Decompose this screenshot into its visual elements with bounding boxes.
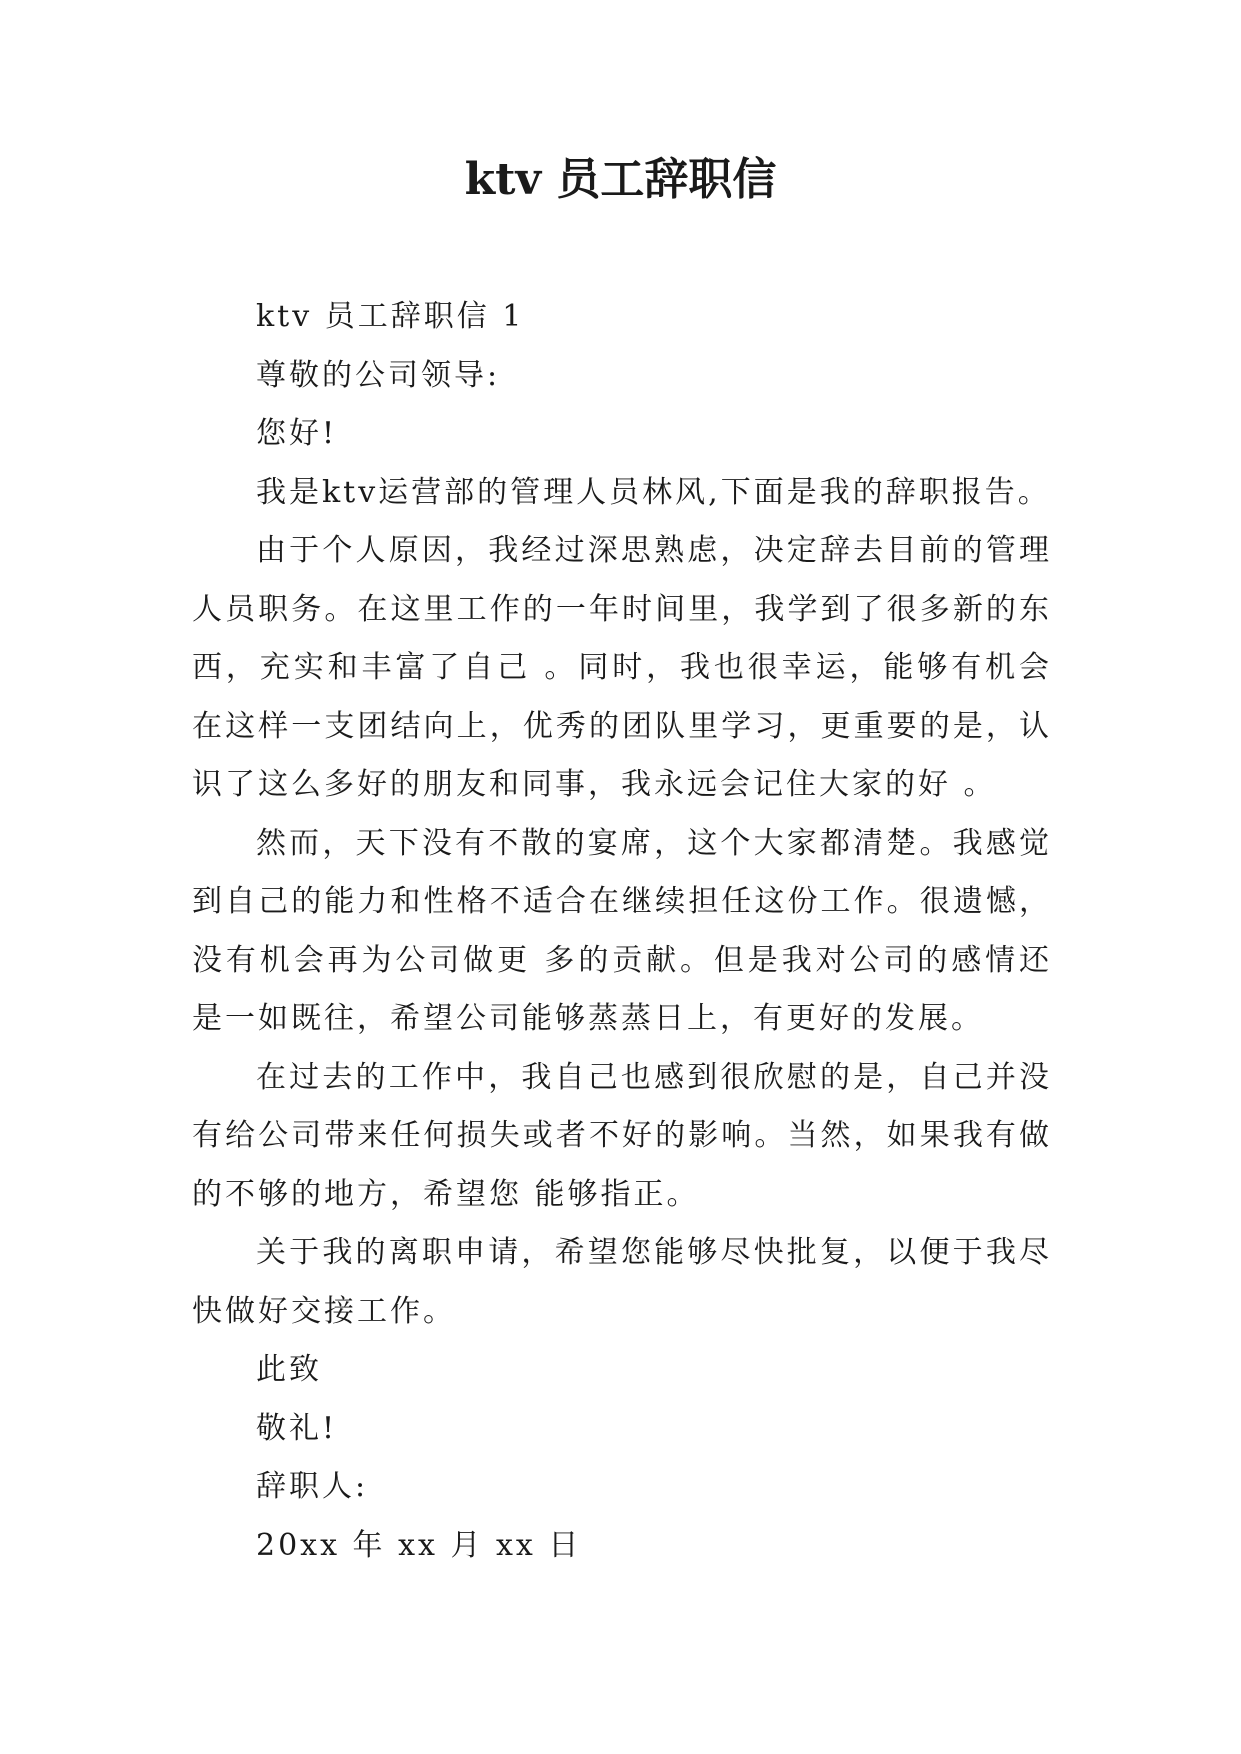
signer-label: 辞职人:	[256, 1469, 369, 1504]
salutation: 尊敬的公司领导:	[256, 357, 501, 393]
paragraph-feeling: 然而，天下没有不散的宴席，这个大家都清楚。我感觉到自己的能力和性格不适合在继续担任这份工作。很遗憾，没有机会再为公司做更 多的贡献。但是我对公司的感情还是一如既往，希望公司能够蒸蒸日上，有更好的发展。	[192, 825, 1052, 1036]
closing-jing-li: 敬礼!	[256, 1410, 338, 1446]
greeting: 您好!	[256, 416, 338, 451]
paragraph-past-work: 在过去的工作中，我自己也感到很欣慰的是，自己并没有给公司带来任何损失或者不好的影响。当然，如果我有做的不够的地方，希望您 能够指正。	[192, 1059, 1052, 1212]
closing-ci-zhi: 此致	[256, 1352, 322, 1387]
letter-date: 20xx 年 xx 月 xx 日	[256, 1527, 582, 1563]
paragraph-request: 关于我的离职申请，希望您能够尽快批复，以便于我尽快做好交接工作。	[192, 1235, 1052, 1329]
paragraph-intro: 我是ktv运营部的管理人员林风,下面是我的辞职报告。	[256, 474, 1051, 510]
letter-subtitle: ktv 员工辞职信 1	[256, 299, 525, 334]
paragraph-reason: 由于个人原因，我经过深思熟虑，决定辞去目前的管理人员职务。在这里工作的一年时间里，我学到了很多新的东西，充实和丰富了自己 。同时，我也很幸运，能够有机会在这样一支团结向上，优秀的团队里学习，更重要的是，认识了这么多好的朋友和同事，我永远会记住大家的好 。	[192, 533, 1052, 802]
document-title: ktv 员工辞职信	[464, 154, 777, 205]
letter-body	[192, 288, 1052, 1575]
